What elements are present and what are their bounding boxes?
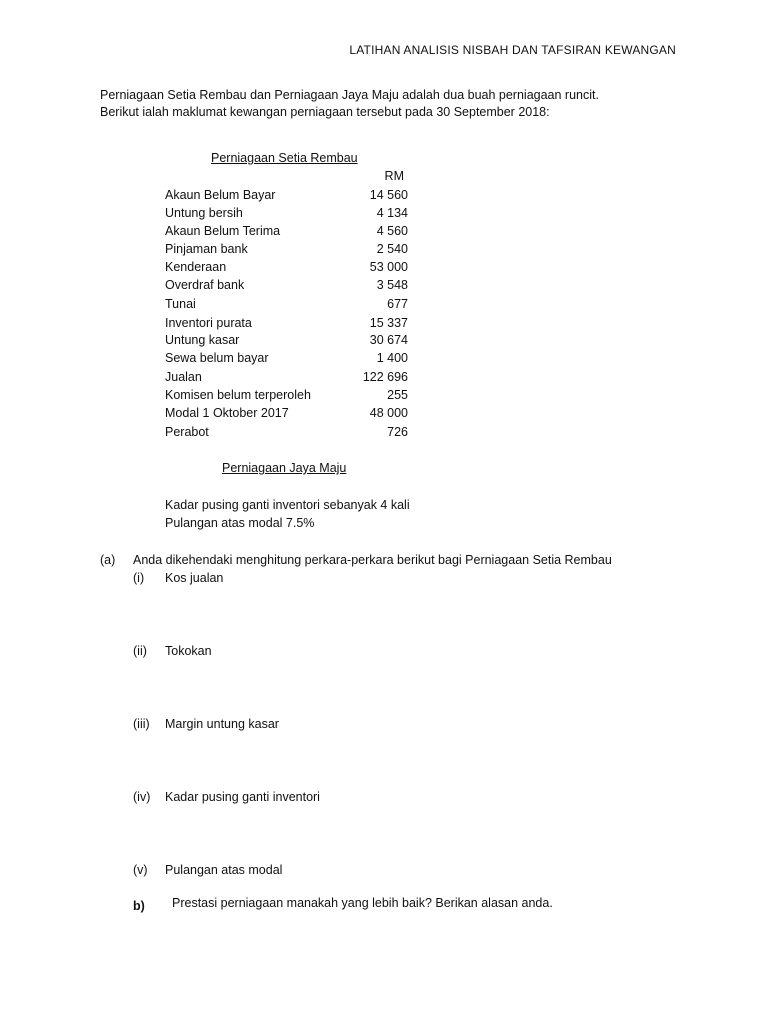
item-value: 15 337 (369, 316, 408, 330)
item-value: 3 548 (376, 278, 408, 292)
page-header: LATIHAN ANALISIS NISBAH DAN TAFSIRAN KEWANGAN (349, 43, 676, 57)
item-value: 48 000 (369, 406, 408, 420)
item-label: Sewa belum bayar (165, 351, 269, 365)
intro-line-1: Perniagaan Setia Rembau dan Perniagaan Jaya Maju adalah dua buah perniagaan runcit. (100, 88, 599, 102)
jaya-line: Kadar pusing ganti inventori sebanyak 4 kali (165, 498, 410, 512)
intro-line-2: Berikut ialah maklumat kewangan perniagaan tersebut pada 30 September 2018: (100, 105, 550, 119)
item-label: Untung kasar (165, 333, 240, 347)
item-value: 255 (387, 388, 408, 402)
item-value: 1 400 (376, 351, 408, 365)
setia-title: Perniagaan Setia Rembau (211, 151, 358, 165)
item-label: Inventori purata (165, 316, 252, 330)
question-a-letter: (a) (100, 553, 116, 567)
item-label: Modal 1 Oktober 2017 (165, 406, 289, 420)
jaya-title: Perniagaan Jaya Maju (222, 461, 347, 475)
item-label: Tunai (165, 297, 196, 311)
item-label: Perabot (165, 425, 209, 439)
part-text: Tokokan (165, 644, 212, 658)
part-number: (i) (133, 571, 145, 585)
part-number: (v) (133, 863, 148, 877)
item-label: Komisen belum terperoleh (165, 388, 311, 402)
jaya-line: Pulangan atas modal 7.5% (165, 516, 315, 530)
item-value: 30 674 (369, 333, 408, 347)
item-label: Kenderaan (165, 260, 227, 274)
part-text: Pulangan atas modal (165, 863, 283, 877)
question-b-text: Prestasi perniagaan manakah yang lebih baik? Berikan alasan anda. (172, 896, 553, 910)
currency-header: RM (384, 169, 404, 183)
item-value: 53 000 (369, 260, 408, 274)
item-value: 4 134 (376, 206, 408, 220)
item-label: Akaun Belum Terima (165, 224, 281, 238)
item-label: Akaun Belum Bayar (165, 188, 276, 202)
part-text: Margin untung kasar (165, 717, 279, 731)
item-value: 14 560 (369, 188, 408, 202)
item-label: Pinjaman bank (165, 242, 248, 256)
part-text: Kadar pusing ganti inventori (165, 790, 320, 804)
question-a-text: Anda dikehendaki menghitung perkara-perkara berikut bagi Perniagaan Setia Rembau (133, 553, 612, 567)
item-value: 4 560 (376, 224, 408, 238)
item-label: Overdraf bank (165, 278, 245, 292)
item-value: 2 540 (376, 242, 408, 256)
part-number: (iii) (133, 717, 150, 731)
item-value: 677 (387, 297, 408, 311)
part-text: Kos jualan (165, 571, 224, 585)
item-value: 726 (387, 425, 408, 439)
part-number: (ii) (133, 644, 147, 658)
item-label: Jualan (165, 370, 202, 384)
item-value: 122 696 (362, 370, 408, 384)
part-number: (iv) (133, 790, 151, 804)
question-b-letter: b) (133, 899, 145, 913)
item-label: Untung bersih (165, 206, 243, 220)
